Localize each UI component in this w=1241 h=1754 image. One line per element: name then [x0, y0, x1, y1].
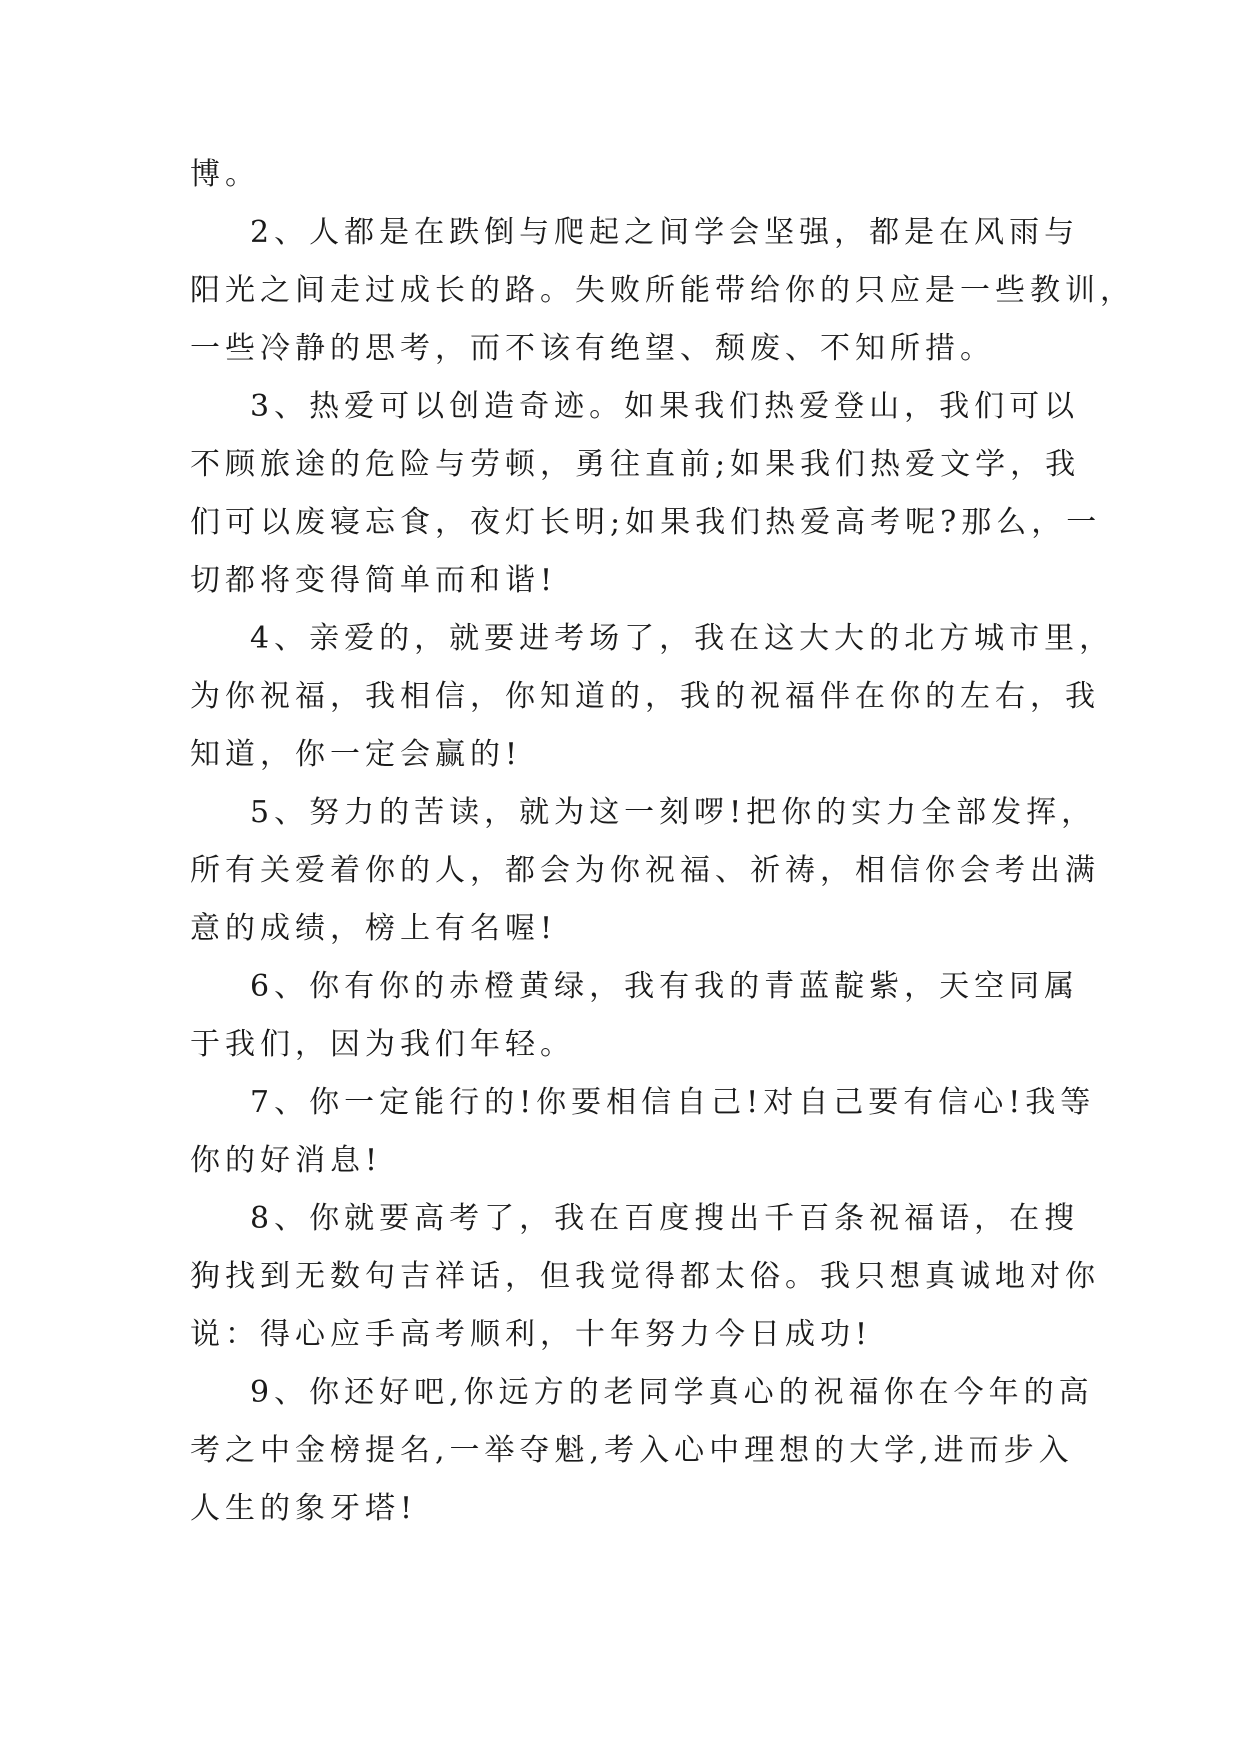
text-line: 3、热爱可以创造奇迹。如果我们热爱登山，我们可以: [250, 389, 1080, 424]
text-line: 9、你还好吧,你远方的老同学真心的祝福你在今年的高: [250, 1375, 1094, 1410]
text-line: 意的成绩，榜上有名喔!: [190, 911, 558, 946]
text-line: 知道，你一定会赢的!: [190, 737, 523, 772]
text-line: 于我们，因为我们年轻。: [190, 1027, 575, 1062]
text-line: 不顾旅途的危险与劳顿，勇往直前;如果我们热爱文学，我: [190, 447, 1081, 482]
text-line: 们可以废寝忘食，夜灯长明;如果我们热爱高考呢?那么，一: [190, 505, 1102, 540]
text-line: 人生的象牙塔!: [190, 1491, 418, 1526]
text-line: 4、亲爱的，就要进考场了，我在这大大的北方城市里，: [250, 621, 1115, 656]
text-line: 一些冷静的思考，而不该有绝望、颓废、不知所措。: [190, 331, 995, 366]
text-line: 为你祝福，我相信，你知道的，我的祝福伴在你的左右，我: [190, 679, 1100, 714]
text-line: 2、人都是在跌倒与爬起之间学会坚强，都是在风雨与: [250, 215, 1080, 250]
text-line: 博。: [190, 157, 260, 192]
text-line: 狗找到无数句吉祥话，但我觉得都太俗。我只想真诚地对你: [190, 1259, 1100, 1294]
text-line: 说：得心应手高考顺利，十年努力今日成功!: [190, 1317, 873, 1352]
text-line: 8、你就要高考了，我在百度搜出千百条祝福语，在搜: [250, 1201, 1080, 1236]
text-line: 考之中金榜提名,一举夺魁,考入心中理想的大学,进而步入: [190, 1433, 1074, 1468]
text-line: 7、你一定能行的!你要相信自己!对自己要有信心!我等: [250, 1085, 1096, 1120]
text-line: 所有关爱着你的人，都会为你祝福、祈祷，相信你会考出满: [190, 853, 1100, 888]
text-line: 你的好消息!: [190, 1143, 383, 1178]
text-line: 5、努力的苦读，就为这一刻啰!把你的实力全部发挥，: [250, 795, 1097, 830]
text-line: 阳光之间走过成长的路。失败所能带给你的只应是一些教训，: [190, 273, 1135, 308]
text-line: 6、你有你的赤橙黄绿，我有我的青蓝靛紫，天空同属: [250, 969, 1080, 1004]
text-line: 切都将变得简单而和谐!: [190, 563, 558, 598]
